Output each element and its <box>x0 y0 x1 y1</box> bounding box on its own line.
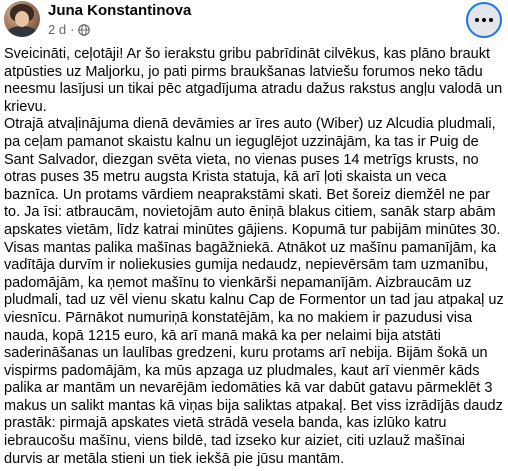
post-timestamp[interactable]: 2 d <box>48 22 67 37</box>
post-options-button[interactable] <box>466 2 502 38</box>
post-body <box>4 46 504 468</box>
post-paragraph: Sveicināti, ceļotāji! Ar šo ierakstu gribu pabrīdināt cilvēkus, kas plāno braukt atpūsties uz Maljorku, jo pati pirms braukšanas latviešu forumos neko tādu neesmu lasījusi un tikai pēc atgadījuma atradu dažus rakstus angļu valodā un krievu. <box>4 46 503 115</box>
author-avatar[interactable] <box>4 1 40 37</box>
ellipsis-icon <box>475 18 493 22</box>
author-name[interactable]: Juna Konstantinova <box>48 2 192 19</box>
post-meta <box>48 22 90 38</box>
globe-icon[interactable] <box>78 24 90 36</box>
meta-separator: · <box>70 22 75 37</box>
post-paragraph: Otrajā atvaļinājuma dienā devāmies ar īres auto (Wiber) uz Alcudia pludmali, pa ceļam pamanot skaistu kalnu un ieguglējot uzzinājām, ka tas ir Puig de Sant Salvador, diezgan svēta vieta, no vienas puses 14 metrīgs krusts, no otras puses 35 metru augsta Krista statuja, kā arī ļoti skaista un veca baznīca. Un protams vārdiem neaprakstāmi skati. Bet šoreiz diemžēl ne par to. Ja īsi: atbraucām, novietojām auto ēniņā blakus citiem, sanāk starp abām apskates vietām, līdz katrai minūtes gājiens. Kopumā tur pabijām minūtes 30. Visas mantas palika mašīnas bagāžniekā. Atnākot uz mašīnu pamanījām, ka vadītāja durvīm ir noliekusies gumija nedaudz, nepievērsām tam uzmanību, padomājām, ka ņemot mašīnu to vienkārši nepamanījām. Aizbraucām uz pludmali, tad uz vēl vienu skatu kalnu Cap de Formentor un tad jau atpakaļ uz viesnīcu. Pārnākot numuriņā konstatējām, ka no makiem ir pazudusi visa nauda, kopā 1215 euro, kā arī manā makā ka per nelaimi bija atstāti saderināšanas un laulības gredzeni, kuru protams arī nebija. Bijām šokā un vispirms padomājām, ka mūs apzaga uz pludmales, kaut arī vienmēr kāds palika ar mantām un nevarējām iedomāties kā var dabūt gatavu pārmeklēt 3 makus un salikt mantas kā viņas bija saliktas atpakaļ. Bet viss izrādījās daudz prastāk: pirmajā apskates vietā strādā vesela banda, kas izlūko katru iebraucošu mašīnu, viens bildē, tad izseko kur aiziet, citi uzlauž mašīnai durvis ar metāla stieni un tiek iekšā pie jūsu mantām. <box>4 116 504 467</box>
